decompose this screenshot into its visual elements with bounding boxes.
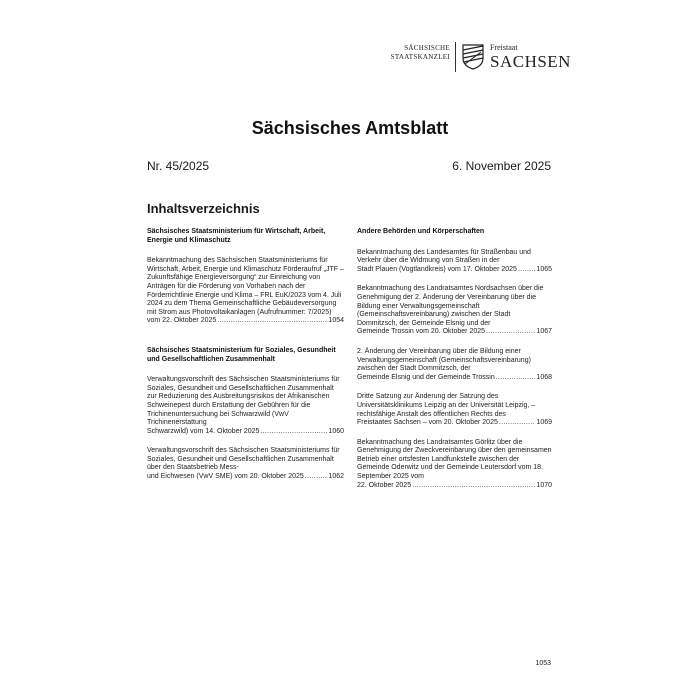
page-reference: 1067 [536, 328, 552, 336]
dot-leader [412, 482, 535, 491]
section-heading: Sächsisches Staatsministerium für Soziales, Gesundheit und Gesellschaftlichen Zusammenhalt [147, 346, 336, 363]
toc-entry[interactable] [357, 348, 552, 382]
toc-left-column [147, 228, 344, 493]
section-heading: Andere Behörden und Körperschaften [357, 228, 485, 235]
entry-text-end: Schwarzwild) vom 14. Oktober 2025 [147, 427, 260, 435]
toc-entry[interactable] [147, 257, 344, 326]
entry-text-end: Stadt Plauen (Vogtlandkreis) vom 17. Oktober 2025 [357, 265, 517, 273]
entry-leader-line [357, 328, 552, 337]
freistaat-sachsen-logo-text [490, 43, 571, 70]
logo-sachsen: SACHSEN [490, 52, 571, 71]
page-number: 1053 [535, 660, 551, 667]
dot-leader [499, 419, 536, 428]
toc-heading: Inhaltsverzeichnis [147, 201, 260, 216]
logo-line-2: STAATSKANZLEI [390, 53, 450, 61]
page-reference: 1062 [328, 473, 344, 481]
toc-entry[interactable] [357, 393, 552, 427]
dot-leader [518, 266, 535, 275]
entry-leader-line [357, 266, 552, 275]
dot-leader [486, 328, 535, 337]
entry-text-end: und Eichwesen (VwV SME) vom 20. Oktober 2025 [147, 473, 304, 481]
entry-leader-line [357, 482, 552, 491]
toc-entry[interactable] [147, 447, 344, 481]
issue-date: 6. November 2025 [452, 159, 551, 173]
saxony-coat-of-arms-icon [462, 44, 484, 70]
page-reference: 1069 [536, 419, 552, 427]
toc-entry[interactable] [147, 376, 344, 436]
toc-entry[interactable] [357, 249, 552, 275]
page-reference: 1070 [536, 481, 552, 489]
page-reference: 1065 [536, 265, 552, 273]
entry-text-end: Gemeinde Trossin vom 20. Oktober 2025 [357, 328, 486, 336]
dot-leader [217, 317, 327, 326]
entry-text: Bekanntmachung des Landesamtes für Straßenbau und Verkehr über die Widmung von Straßen in der [357, 248, 531, 265]
toc-right-column [357, 228, 552, 501]
dot-leader [496, 374, 536, 383]
dot-leader [260, 428, 327, 437]
entry-text: 2. Änderung der Vereinbarung über die Bildung einer Verwaltungsgemeinschaft (Gemeinschaftsvereinbarung) zwischen der Stadt Dommitzsch, der [357, 347, 531, 373]
entry-text: Bekanntmachung des Sächsischen Staatsministeriums für Wirtschaft, Arbeit, Energie und Klimaschutz Förderaufruf „JTF – Zukunftsfähige Energieversorgung“ zur Einreichung von Anträgen für die Förderung von Vorhaben nach der Förderrichtlinie Energie und Klima – FRL EuK/2023 vom 4. Juli 2024 zu dem Thema Gemeinschaftliche Gebäudeversorgung mit Strom aus Photovoltaikanlagen (Aufrufnummer: 7/2025) [147, 257, 344, 316]
logo-divider [455, 42, 456, 72]
page-reference: 1054 [328, 317, 344, 325]
page-reference: 1068 [536, 373, 552, 381]
entry-text: Verwaltungsvorschrift des Sächsischen Staatsministeriums für Soziales, Gesundheit und Gesellschaftlichen Zusammenhalt zur Reduzierung des Ausbreitungsrisikos der Afrikanischen Schweinepest durch Erstattung der Gebühren für die Trichinenuntersuchung bei Schwarzwild (VwV Trichinenerstattung [147, 376, 340, 427]
entry-text: Verwaltungsvorschrift des Sächsischen Staatsministeriums für Soziales, Gesundheit und Gesellschaftlichen Zusammenhalt über den Staatsbetrieb Mess- [147, 447, 340, 472]
page-reference: 1060 [328, 427, 344, 435]
staatskanzlei-logo-text [380, 44, 450, 62]
entry-text: Bekanntmachung des Landratsamtes Nordsachsen über die Genehmigung der 2. Änderung der Vereinbarung über die Bildung einer Verwaltungsgemeinschaft (Gemeinschaftsvereinbarung) zwischen der Stadt Dommitzsch, der Gemeinde Elsnig und der [357, 285, 544, 327]
logo-freistaat: Freistaat [490, 43, 518, 52]
entry-text: Dritte Satzung zur Änderung der Satzung des Universitätsklinikums Leipzig an der Universität Leipzig, – rechtsfähige Anstalt des öffentlichen Rechts des [357, 393, 536, 418]
entry-text-end: Freistaates Sachsen – vom 20. Oktober 2025 [357, 419, 498, 427]
logo-line-1: SÄCHSISCHE [404, 44, 450, 52]
page-title: Sächsisches Amtsblatt [251, 118, 449, 138]
section-heading: Sächsisches Staatsministerium für Wirtschaft, Arbeit, Energie und Klimaschutz [147, 228, 326, 244]
toc-entry[interactable] [357, 439, 552, 491]
entry-text-end: 22. Oktober 2025 [357, 481, 412, 489]
entry-leader-line [357, 419, 552, 428]
entry-text-end: vom 22. Oktober 2025 [147, 317, 217, 325]
entry-text-end: Gemeinde Elsnig und der Gemeinde Trossin [357, 373, 495, 381]
entry-leader-line [147, 473, 344, 482]
entry-leader-line [147, 428, 344, 437]
dot-leader [305, 473, 328, 482]
entry-text: Bekanntmachung des Landratsamtes Görlitz über die Genehmigung der Zweckvereinbarung über den gemeinsamen Betrieb einer ortsfesten Landfunkstelle zwischen der Gemeinde Oderwitz und der Gemeinde Leutersdorf vom 18. September 2025 vom [357, 438, 552, 481]
toc-entry[interactable] [357, 285, 552, 337]
entry-leader-line [147, 317, 344, 326]
entry-leader-line [357, 374, 552, 383]
issue-number: Nr. 45/2025 [147, 159, 210, 173]
